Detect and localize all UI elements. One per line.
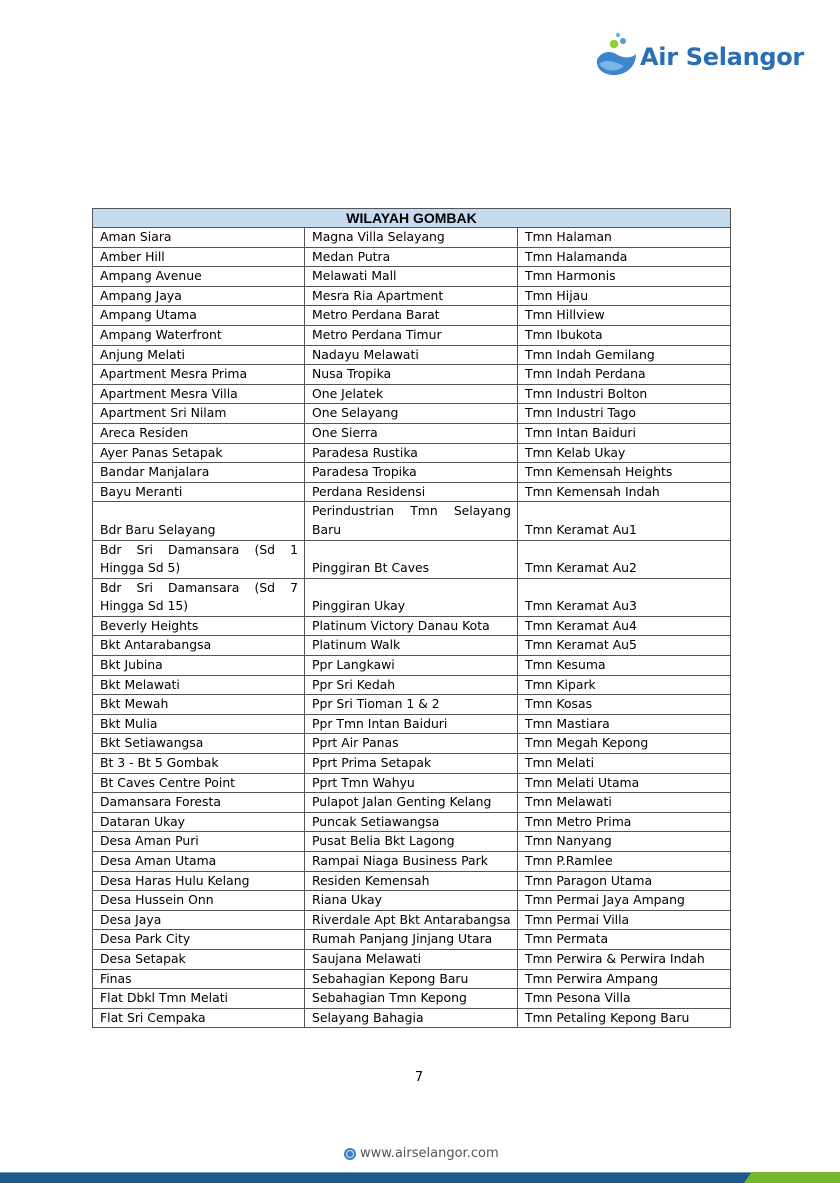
table-cell: Bkt Mewah	[93, 695, 305, 715]
table-cell: Selayang Bahagia	[305, 1008, 518, 1028]
table-row	[93, 989, 731, 1009]
table-cell: Areca Residen	[93, 423, 305, 443]
table-cell: Beverly Heights	[93, 616, 305, 636]
table-row	[93, 1008, 731, 1028]
table-cell: Desa Setapak	[93, 949, 305, 969]
table-cell: Ampang Avenue	[93, 267, 305, 287]
table-row	[93, 306, 731, 326]
table-cell: Nadayu Melawati	[305, 345, 518, 365]
table-cell: Residen Kemensah	[305, 871, 518, 891]
table-cell: Tmn Pesona Villa	[518, 989, 731, 1009]
table-cell: Tmn Halaman	[518, 228, 731, 248]
table-cell: Rumah Panjang Jinjang Utara	[305, 930, 518, 950]
table-row	[93, 423, 731, 443]
table-cell: Tmn Keramat Au5	[518, 636, 731, 656]
table-cell: One Sierra	[305, 423, 518, 443]
table-row	[93, 754, 731, 774]
brand-name: Air Selangor	[640, 43, 804, 71]
table-row	[93, 969, 731, 989]
table-cell: Amber Hill	[93, 247, 305, 267]
table-row	[93, 578, 731, 616]
table-cell: Saujana Melawati	[305, 949, 518, 969]
table-cell: Desa Haras Hulu Kelang	[93, 871, 305, 891]
table-cell: Tmn Kipark	[518, 675, 731, 695]
table-row	[93, 325, 731, 345]
table-row	[93, 616, 731, 636]
table-row	[93, 463, 731, 483]
table-cell: Tmn Halamanda	[518, 247, 731, 267]
table-row	[93, 404, 731, 424]
table-cell: Ampang Utama	[93, 306, 305, 326]
table-cell: Sebahagian Tmn Kepong	[305, 989, 518, 1009]
table-cell: Tmn Melati Utama	[518, 773, 731, 793]
table-cell: Tmn Melawati	[518, 793, 731, 813]
table-cell: Pprt Air Panas	[305, 734, 518, 754]
website-link[interactable]: www.airselangor.com	[360, 1146, 499, 1161]
table-cell: Tmn Indah Perdana	[518, 365, 731, 385]
table-cell: Pprt Prima Setapak	[305, 754, 518, 774]
footer-bar-green	[744, 1172, 840, 1183]
table-cell: Riverdale Apt Bkt Antarabangsa	[305, 910, 518, 930]
table-cell: Desa Park City	[93, 930, 305, 950]
table-row	[93, 482, 731, 502]
table-cell: Desa Aman Puri	[93, 832, 305, 852]
table-row	[93, 656, 731, 676]
table-cell: Bayu Meranti	[93, 482, 305, 502]
table-row	[93, 949, 731, 969]
water-drop-logo-icon	[594, 30, 638, 78]
table-cell: Pusat Belia Bkt Lagong	[305, 832, 518, 852]
table-cell: Finas	[93, 969, 305, 989]
table-row	[93, 871, 731, 891]
table-cell: Pprt Tmn Wahyu	[305, 773, 518, 793]
table-cell: Bkt Jubina	[93, 656, 305, 676]
table-cell: Apartment Mesra Villa	[93, 384, 305, 404]
table-cell: Ppr Sri Tioman 1 & 2	[305, 695, 518, 715]
footer-bar-blue	[0, 1172, 840, 1183]
table-cell: Tmn Kosas	[518, 695, 731, 715]
table-cell: Tmn Keramat Au2	[518, 540, 731, 578]
table-cell: Bkt Antarabangsa	[93, 636, 305, 656]
table-row	[93, 812, 731, 832]
table-cell: Tmn Keramat Au1	[518, 502, 731, 540]
table-cell: Tmn Permai Jaya Ampang	[518, 891, 731, 911]
table-cell: Riana Ukay	[305, 891, 518, 911]
table-title: WILAYAH GOMBAK	[93, 209, 731, 228]
table-cell: Perdana Residensi	[305, 482, 518, 502]
table-row	[93, 910, 731, 930]
table-row	[93, 502, 731, 540]
table-cell: Apartment Mesra Prima	[93, 365, 305, 385]
table-cell: Pinggiran Ukay	[305, 578, 518, 616]
table-cell: Tmn Paragon Utama	[518, 871, 731, 891]
table-cell: Aman Siara	[93, 228, 305, 248]
table-row	[93, 443, 731, 463]
table-header-row	[93, 209, 731, 228]
table-cell: Bdr Sri Damansara (Sd 7 Hingga Sd 15)	[93, 578, 305, 616]
table-row	[93, 384, 731, 404]
table-row	[93, 540, 731, 578]
table-cell: Bkt Melawati	[93, 675, 305, 695]
table-cell: Tmn Kemensah Heights	[518, 463, 731, 483]
table-cell: Ppr Langkawi	[305, 656, 518, 676]
table-cell: Tmn Melati	[518, 754, 731, 774]
table-cell: Dataran Ukay	[93, 812, 305, 832]
table-cell: Bkt Setiawangsa	[93, 734, 305, 754]
table-cell: Sebahagian Kepong Baru	[305, 969, 518, 989]
table-cell: Tmn Hillview	[518, 306, 731, 326]
table-cell: Desa Hussein Onn	[93, 891, 305, 911]
page-number: 7	[414, 1070, 424, 1085]
globe-icon	[344, 1148, 356, 1160]
table-row	[93, 773, 731, 793]
table-row	[93, 852, 731, 872]
table-row	[93, 714, 731, 734]
table-row	[93, 228, 731, 248]
table-row	[93, 675, 731, 695]
table-cell: Bdr Sri Damansara (Sd 1 Hingga Sd 5)	[93, 540, 305, 578]
table-cell: Tmn Petaling Kepong Baru	[518, 1008, 731, 1028]
table-cell: Tmn Permata	[518, 930, 731, 950]
table-cell: Ampang Waterfront	[93, 325, 305, 345]
table-cell: Tmn Perwira & Perwira Indah	[518, 949, 731, 969]
table-cell: Damansara Foresta	[93, 793, 305, 813]
area-table	[92, 208, 731, 1028]
table-cell: Tmn Nanyang	[518, 832, 731, 852]
table-row	[93, 345, 731, 365]
table-row	[93, 365, 731, 385]
table-cell: Ppr Sri Kedah	[305, 675, 518, 695]
table-cell: Pinggiran Bt Caves	[305, 540, 518, 578]
table-cell: Tmn Industri Bolton	[518, 384, 731, 404]
table-row	[93, 636, 731, 656]
table-cell: Tmn P.Ramlee	[518, 852, 731, 872]
table-cell: One Jelatek	[305, 384, 518, 404]
table-cell: Tmn Industri Tago	[518, 404, 731, 424]
table-cell: Bt Caves Centre Point	[93, 773, 305, 793]
table-cell: Metro Perdana Timur	[305, 325, 518, 345]
table-row	[93, 267, 731, 287]
table-cell: Tmn Hijau	[518, 286, 731, 306]
table-cell: Nusa Tropika	[305, 365, 518, 385]
table-cell: Ampang Jaya	[93, 286, 305, 306]
table-cell: Tmn Metro Prima	[518, 812, 731, 832]
table-cell: Paradesa Rustika	[305, 443, 518, 463]
table-cell: Apartment Sri Nilam	[93, 404, 305, 424]
table-cell: Rampai Niaga Business Park	[305, 852, 518, 872]
table-cell: Tmn Harmonis	[518, 267, 731, 287]
table-cell: Melawati Mall	[305, 267, 518, 287]
table-cell: Tmn Ibukota	[518, 325, 731, 345]
table-cell: Bandar Manjalara	[93, 463, 305, 483]
table-cell: Tmn Kemensah Indah	[518, 482, 731, 502]
table-cell: Puncak Setiawangsa	[305, 812, 518, 832]
table-cell: Tmn Kesuma	[518, 656, 731, 676]
table-row	[93, 247, 731, 267]
table-row	[93, 832, 731, 852]
table-cell: Platinum Victory Danau Kota	[305, 616, 518, 636]
table-cell: Tmn Keramat Au4	[518, 616, 731, 636]
table-cell: Tmn Intan Baiduri	[518, 423, 731, 443]
table-row	[93, 286, 731, 306]
table-cell: Tmn Perwira Ampang	[518, 969, 731, 989]
table-cell: Bdr Baru Selayang	[93, 502, 305, 540]
table-cell: Bkt Mulia	[93, 714, 305, 734]
table-row	[93, 891, 731, 911]
table-cell: Tmn Megah Kepong	[518, 734, 731, 754]
table-cell: Paradesa Tropika	[305, 463, 518, 483]
table-row	[93, 793, 731, 813]
table-cell: Flat Sri Cempaka	[93, 1008, 305, 1028]
table-body	[93, 228, 731, 1028]
air-selangor-logo	[594, 30, 804, 78]
table-row	[93, 695, 731, 715]
table-cell: Anjung Melati	[93, 345, 305, 365]
table-cell: Magna Villa Selayang	[305, 228, 518, 248]
table-cell: Platinum Walk	[305, 636, 518, 656]
table-row	[93, 734, 731, 754]
table-row	[93, 930, 731, 950]
table-cell: Tmn Permai Villa	[518, 910, 731, 930]
table-cell: Pulapot Jalan Genting Kelang	[305, 793, 518, 813]
table-cell: Metro Perdana Barat	[305, 306, 518, 326]
table-cell: Ayer Panas Setapak	[93, 443, 305, 463]
table-cell: Tmn Mastiara	[518, 714, 731, 734]
footer-website[interactable]	[344, 1146, 499, 1161]
table-cell: Medan Putra	[305, 247, 518, 267]
table-cell: Desa Jaya	[93, 910, 305, 930]
table-cell: One Selayang	[305, 404, 518, 424]
table-cell: Perindustrian Tmn Selayang Baru	[305, 502, 518, 540]
table-cell: Mesra Ria Apartment	[305, 286, 518, 306]
table-cell: Tmn Keramat Au3	[518, 578, 731, 616]
table-cell: Desa Aman Utama	[93, 852, 305, 872]
table-cell: Bt 3 - Bt 5 Gombak	[93, 754, 305, 774]
table-cell: Ppr Tmn Intan Baiduri	[305, 714, 518, 734]
table-cell: Flat Dbkl Tmn Melati	[93, 989, 305, 1009]
table-cell: Tmn Kelab Ukay	[518, 443, 731, 463]
table-cell: Tmn Indah Gemilang	[518, 345, 731, 365]
